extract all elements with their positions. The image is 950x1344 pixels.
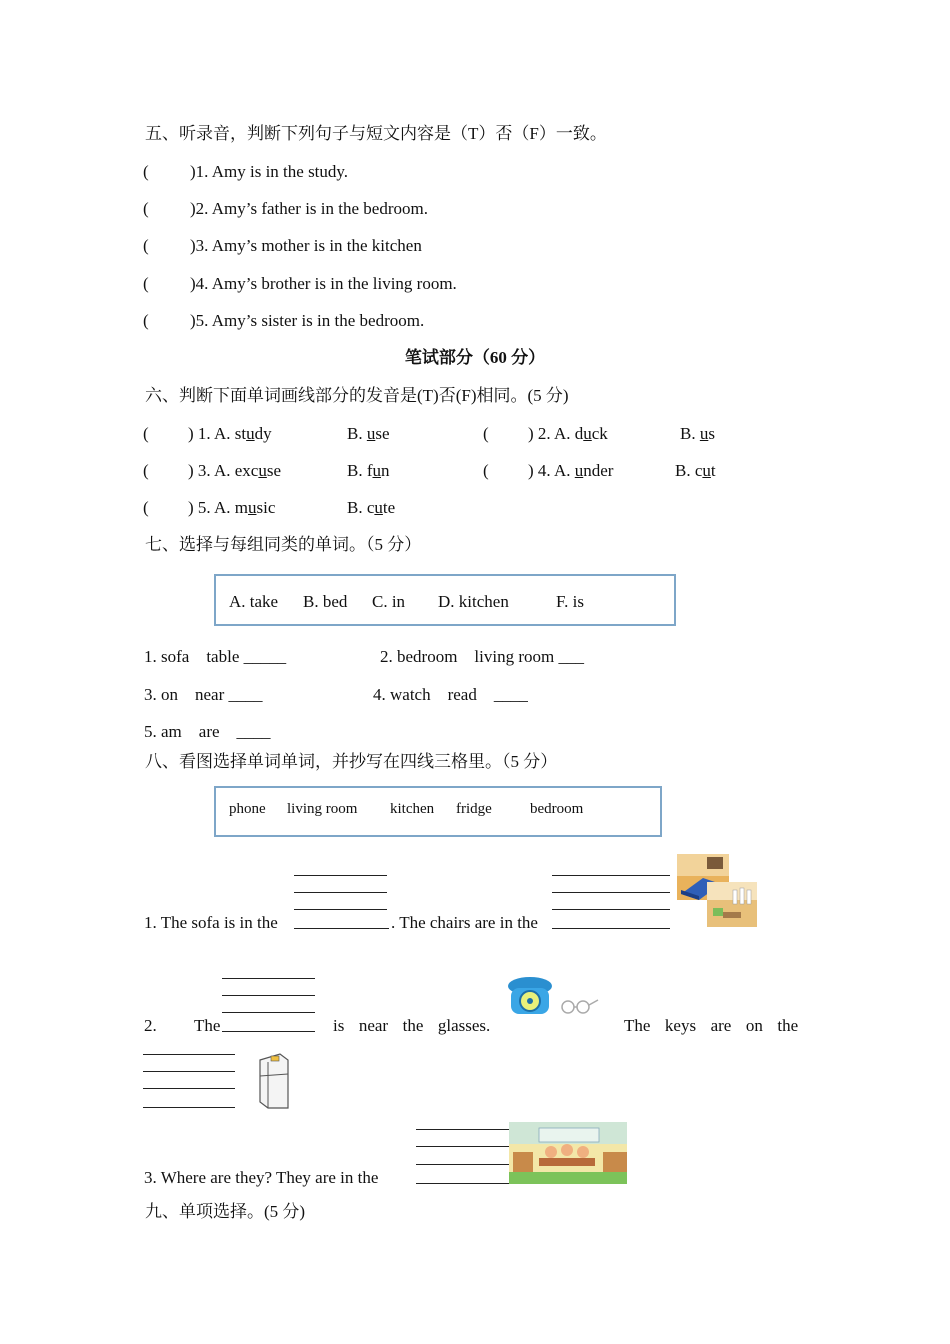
picture-word-kitchen: kitchen [390, 801, 435, 817]
picture-word-living-room: living room [287, 801, 358, 817]
category-item-4: 4. watch read ____ [373, 685, 528, 704]
section5-heading: 五、听录音，判断下列句子与短文内容是（T）否（F）一致。 [145, 124, 607, 143]
writing-line [143, 1088, 235, 1089]
word-bank-option-b: B. bed [303, 592, 348, 611]
pron-q1: ) 1. A. study [188, 424, 272, 443]
pron-q5: ) 5. A. music [188, 498, 276, 517]
pron-q3-b: B. fun [347, 461, 390, 480]
writing-line [552, 909, 670, 910]
writing-line [143, 1071, 235, 1072]
writing-line [294, 875, 387, 876]
pron-paren-1: ( [143, 424, 149, 443]
writing-line [222, 1012, 315, 1013]
picture-sentence-2-mid: is near the glasses. [333, 1016, 491, 1035]
category-item-5: 5. am are ____ [144, 722, 271, 741]
pron-paren-3: ( [143, 461, 149, 480]
pron-q5-b: B. cute [347, 498, 396, 517]
listening-paren-open-3: ( [143, 236, 149, 255]
writing-line [294, 892, 387, 893]
kitchen-picture [509, 1122, 627, 1184]
writing-line [143, 1054, 235, 1055]
picture-word-fridge: fridge [456, 801, 492, 817]
listening-paren-open-2: ( [143, 199, 149, 218]
picture-sentence-2-num: 2. [144, 1016, 157, 1035]
pron-q2-b: B. us [680, 424, 715, 443]
pron-paren-2: ( [483, 424, 489, 443]
writing-line [222, 995, 315, 996]
pron-q4-b: B. cut [675, 461, 716, 480]
pron-paren-5: ( [143, 498, 149, 517]
word-bank-box [214, 574, 676, 626]
section8-heading: 八、看图选择单词单词，并抄写在四线三格里。（5 分） [145, 752, 558, 771]
pron-q2: ) 2. A. duck [528, 424, 608, 443]
pron-paren-4: ( [483, 461, 489, 480]
written-part-title: 笔试部分（60 分） [404, 348, 546, 367]
section6-heading: 六、判断下面单词画线部分的发音是(T)否(F)相同。(5 分) [145, 386, 569, 405]
word-bank-option-a: A. take [229, 592, 279, 611]
picture-sentence-1b: . The chairs are in the [391, 913, 538, 932]
listening-item-4: )4. Amy’s brother is in the living room. [190, 274, 457, 293]
writing-line [416, 1164, 509, 1165]
listening-item-5: )5. Amy’s sister is in the bedroom. [190, 311, 425, 330]
picture-word-bank-box [214, 786, 662, 837]
picture-sentence-2-the: The [194, 1016, 221, 1035]
writing-line [552, 875, 670, 876]
writing-line [552, 928, 670, 929]
picture-sentence-3: 3. Where are they? They are in the [144, 1168, 379, 1187]
listening-paren-open-4: ( [143, 274, 149, 293]
writing-line [294, 909, 387, 910]
phone-picture [505, 972, 555, 1020]
section9-heading: 九、单项选择。(5 分) [145, 1202, 306, 1221]
pron-q3: ) 3. A. excuse [188, 461, 282, 480]
writing-line [416, 1146, 509, 1147]
section7-heading: 七、选择与每组同类的单词。（5 分） [145, 535, 422, 554]
pron-q1-b: B. use [347, 424, 390, 443]
pron-q4: ) 4. A. under [528, 461, 614, 480]
word-bank-option-f: F. is [556, 592, 584, 611]
writing-line [222, 1031, 315, 1032]
word-bank-option-c: C. in [372, 592, 406, 611]
listening-item-2: )2. Amy’s father is in the bedroom. [190, 199, 428, 218]
writing-line [294, 928, 389, 929]
picture-word-bedroom: bedroom [530, 801, 584, 817]
category-item-1: 1. sofa table _____ [144, 647, 287, 666]
writing-line [552, 892, 670, 893]
picture-sentence-2-end: The keys are on the [624, 1016, 799, 1035]
glasses-picture [557, 996, 599, 1016]
listening-item-1: )1. Amy is in the study. [190, 162, 349, 181]
category-item-3: 3. on near ____ [144, 685, 263, 704]
writing-line [222, 978, 315, 979]
living-room-picture [707, 882, 757, 927]
word-bank-option-d: D. kitchen [438, 592, 509, 611]
listening-paren-open-1: ( [143, 162, 149, 181]
writing-line [143, 1107, 235, 1108]
picture-sentence-1a: 1. The sofa is in the [144, 913, 278, 932]
listening-paren-open-5: ( [143, 311, 149, 330]
picture-word-phone: phone [229, 801, 266, 817]
writing-line [416, 1129, 509, 1130]
category-item-2: 2. bedroom living room ___ [380, 647, 584, 666]
writing-line [416, 1183, 509, 1184]
listening-item-3: )3. Amy’s mother is in the kitchen [190, 236, 422, 255]
fridge-picture [256, 1052, 292, 1110]
